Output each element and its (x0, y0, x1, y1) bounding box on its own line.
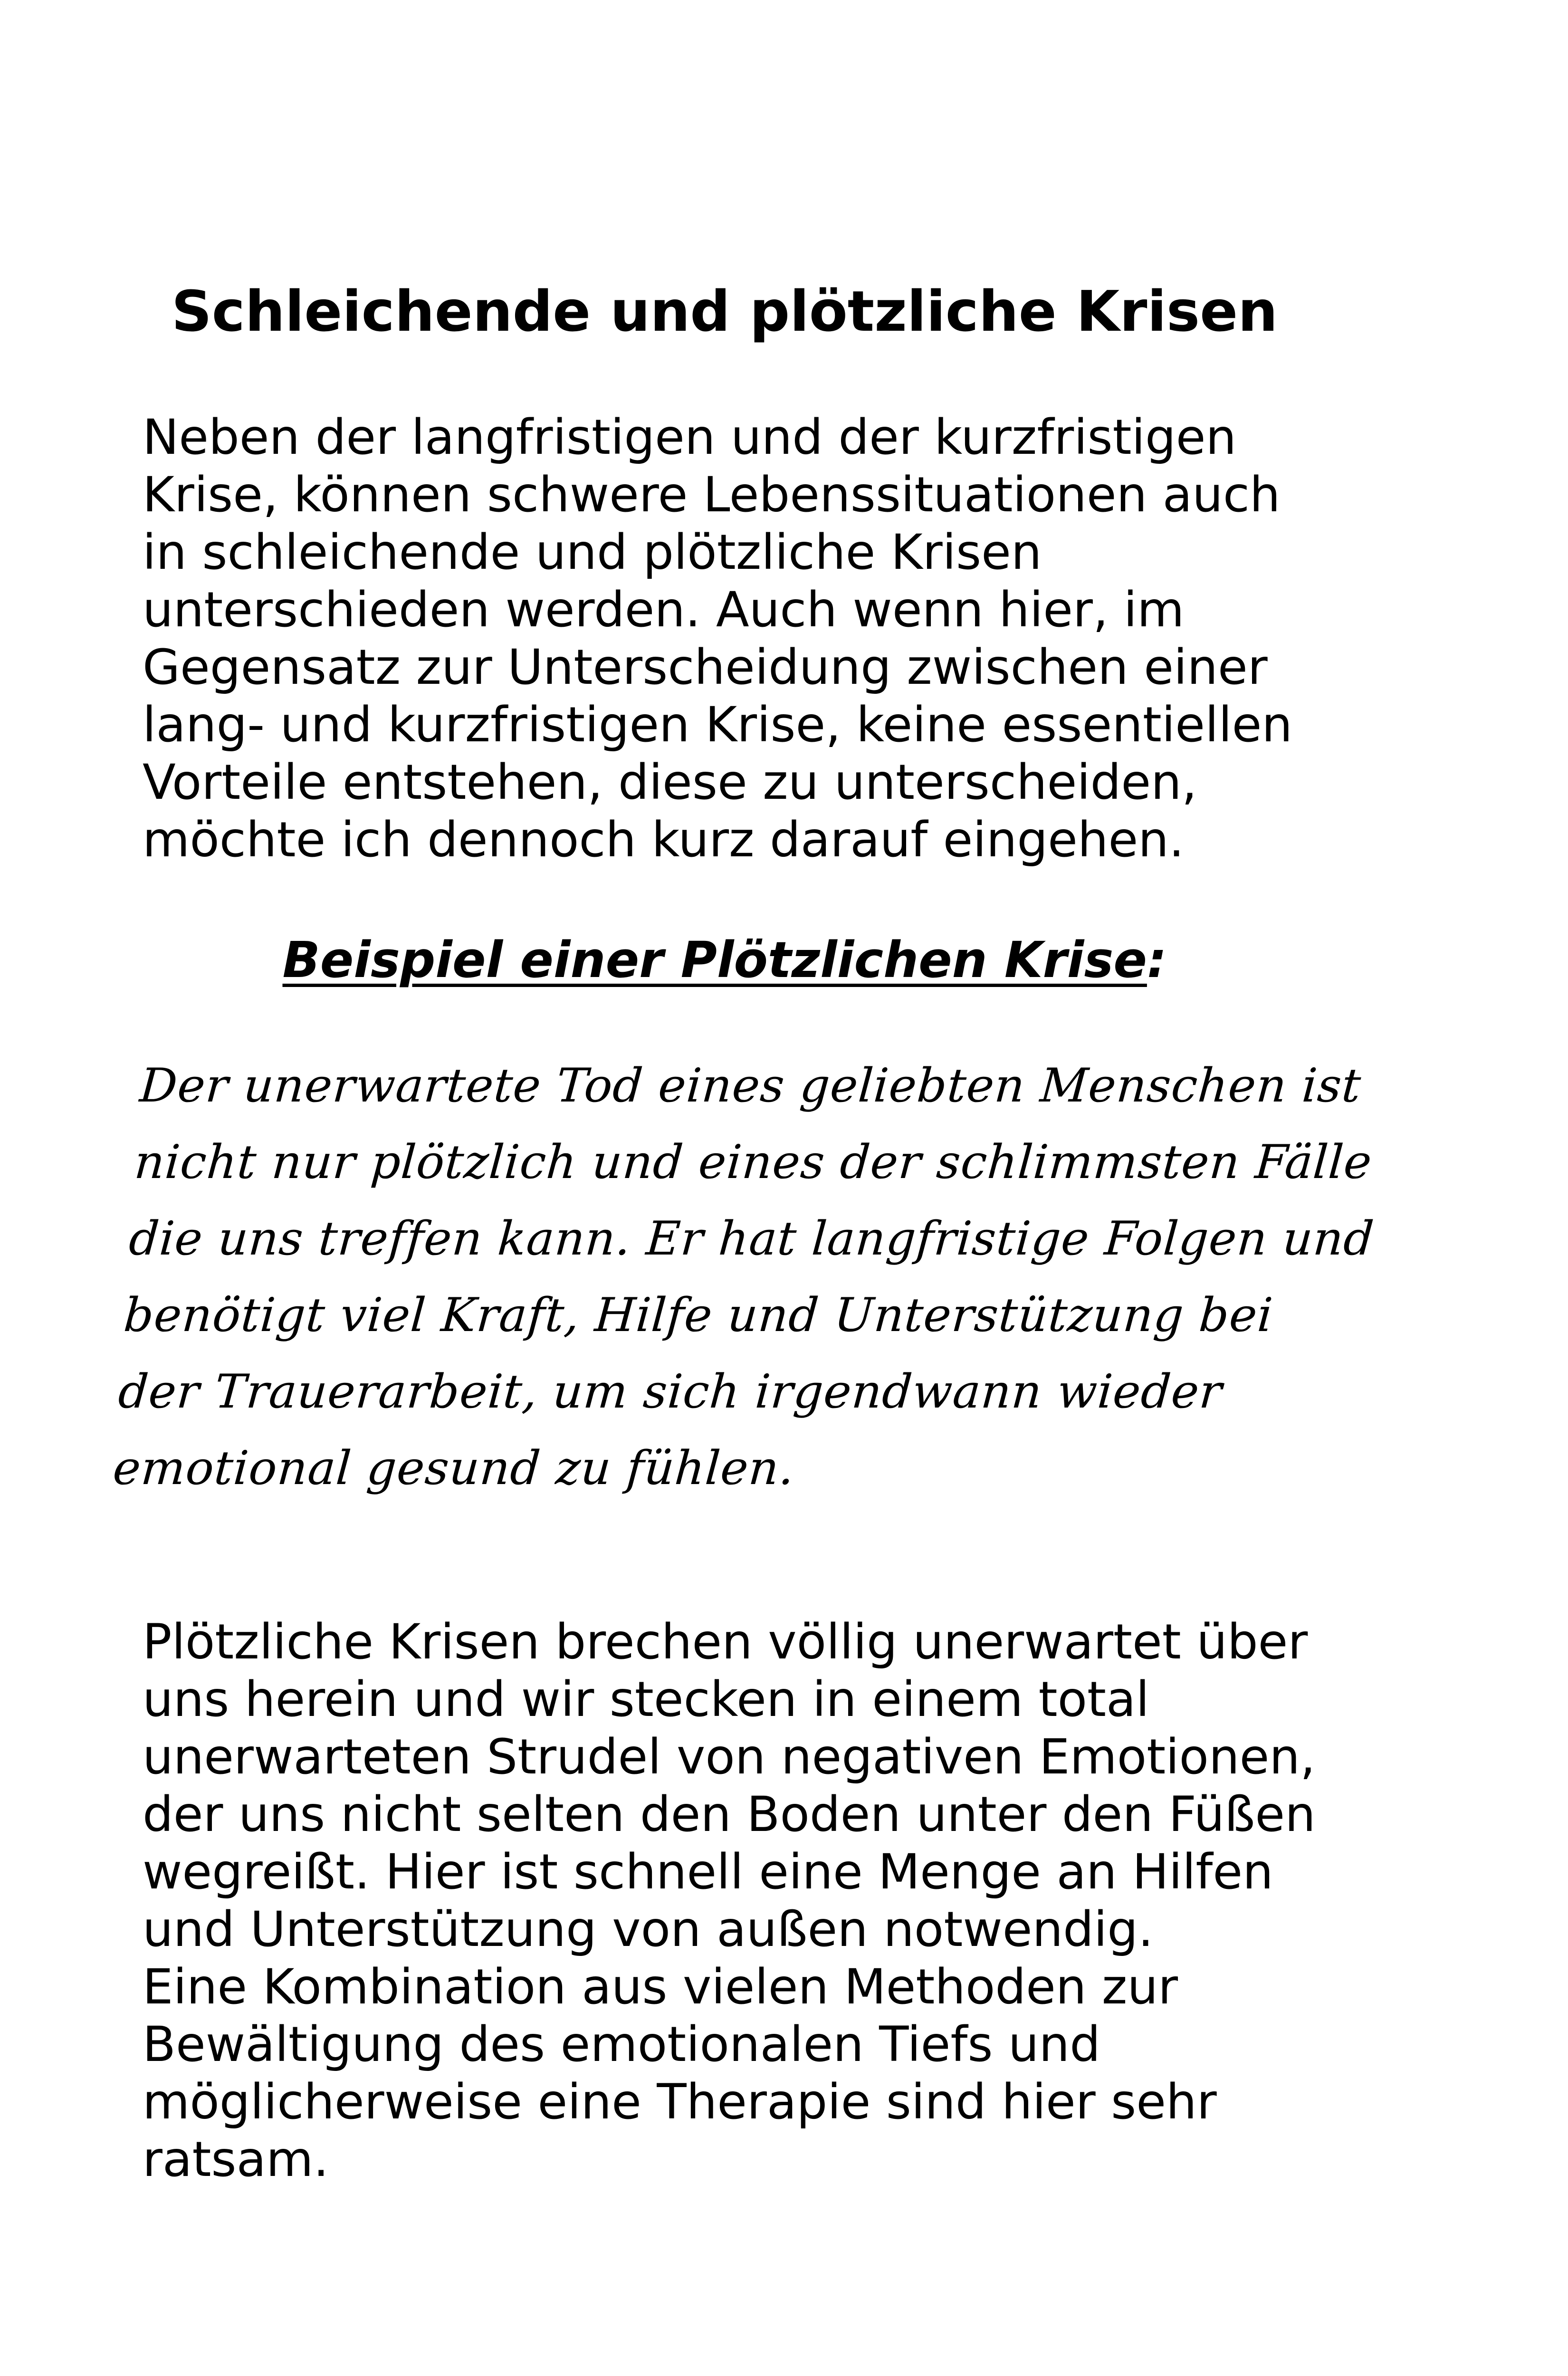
body-line: wegreißt. Hier ist schnell eine Menge an Hilfen (143, 1844, 1273, 1900)
example-handwritten-paragraph (110, 1048, 1387, 1507)
example-line: benötigt viel Kraft, Hilfe und Unterstützung bei (122, 1288, 1275, 1342)
intro-line: in schleichende und plötzliche Krisen (143, 524, 1042, 581)
example-line: die uns treffen kann. Er hat langfristige Folgen und (127, 1212, 1376, 1266)
example-line: der Trauerarbeit, um sich irgendwann wieder (116, 1365, 1224, 1419)
body-line: Plötzliche Krisen brechen völlig unerwartet über (143, 1614, 1308, 1670)
intro-line: lang- und kurzfristigen Krise, keine essentiellen (143, 697, 1293, 753)
page-title: Schleichende und plötzliche Krisen (171, 278, 1278, 344)
body-line: Eine Kombination aus vielen Methoden zur (143, 1959, 1178, 2015)
body-line: unerwarteten Strudel von negativen Emotionen, (143, 1729, 1316, 1785)
intro-line: Krise, können schwere Lebenssituationen auch (143, 467, 1281, 523)
intro-line: möchte ich dennoch kurz darauf eingehen. (143, 812, 1185, 868)
example-heading-text: Beispiel einer Plötzlichen Krise (282, 931, 1147, 989)
body-line: und Unterstützung von außen notwendig. (143, 1901, 1154, 1958)
body-paragraph (143, 1613, 1316, 2188)
example-line: nicht nur plötzlich und eines der schlimmsten Fälle (133, 1135, 1374, 1189)
body-line: Bewältigung des emotionalen Tiefs und (143, 2016, 1100, 2073)
intro-line: unterschieden werden. Auch wenn hier, im (143, 582, 1185, 638)
example-line: Der unerwartete Tod eines geliebten Menschen ist (138, 1059, 1363, 1113)
body-line: uns herein und wir stecken in einem total (143, 1671, 1149, 1728)
body-line: möglicherweise eine Therapie sind hier sehr (143, 2074, 1217, 2130)
intro-line: Neben der langfristigen und der kurzfristigen (143, 409, 1237, 466)
intro-line: Vorteile entstehen, diese zu unterscheiden, (143, 754, 1197, 811)
example-line: emotional gesund zu fühlen. (111, 1441, 796, 1495)
intro-line: Gegensatz zur Unterscheidung zwischen einer (143, 639, 1268, 696)
body-line: der uns nicht selten den Boden unter den Füßen (143, 1786, 1316, 1843)
example-heading-colon: : (1147, 931, 1167, 989)
body-line: ratsam. (143, 2131, 329, 2188)
intro-paragraph (143, 409, 1292, 869)
example-heading (0, 927, 1449, 993)
